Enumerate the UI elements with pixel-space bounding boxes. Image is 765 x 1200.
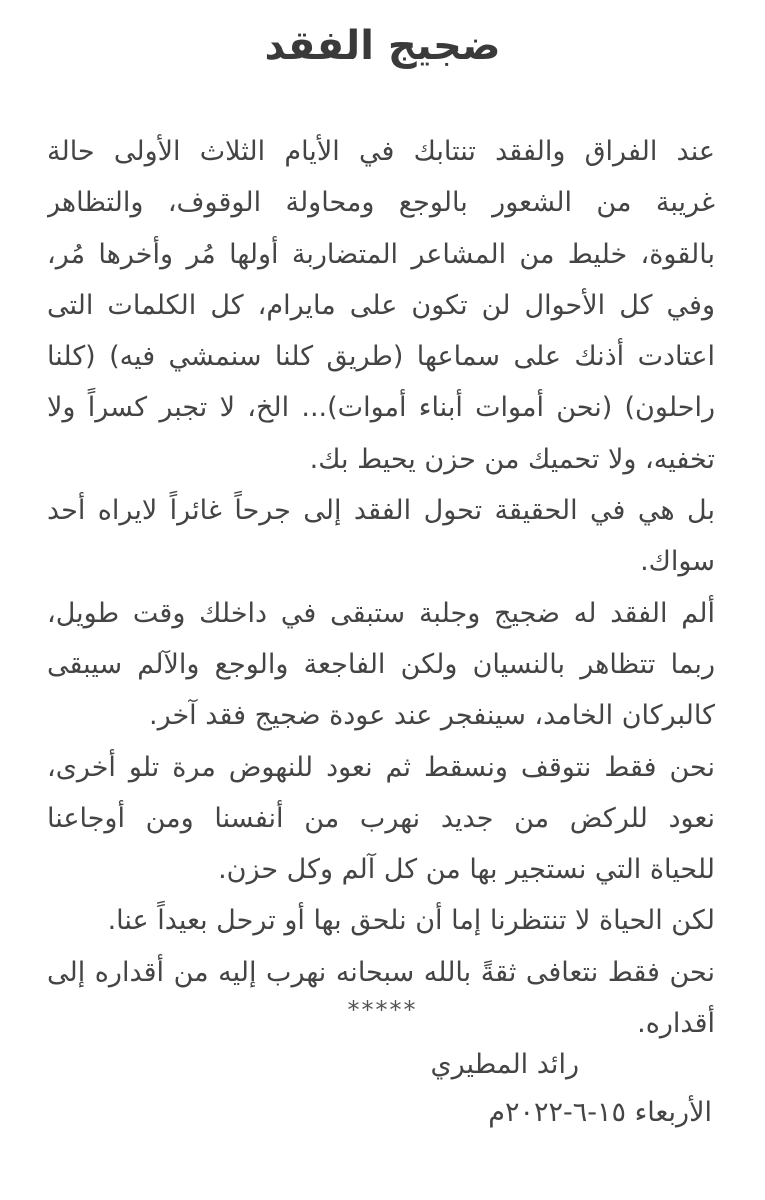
text-line: نعود للركض من جديد نهرب من أنفسنا ومن أوجاعنا: [47, 802, 715, 834]
text-line: بل هي في الحقيقة تحول الفقد إلى جرحاً غائراً لايراه أحد: [47, 495, 715, 527]
text-line: وفي كل الأحوال لن تكون على مايرام، كل الكلمات التى: [47, 289, 715, 321]
text-line: راحلون) (نحن أموات أبناء أموات)... الخ، لا تجبر كسراً ولا: [47, 392, 715, 424]
text-line: اعتادت أذنك على سماعها (طريق كلنا سنمشي فيه) (كلنا: [47, 341, 715, 373]
text-line: نحن فقط نتعافى ثقةً بالله سبحانه نهرب إليه من أقداره إلى: [47, 956, 715, 988]
text-line: لكن الحياة لا تنتظرنا إما أن نلحق بها أو ترحل بعيداً عنا.: [107, 905, 715, 937]
text-line: نحن فقط نتوقف ونسقط ثم نعود للنهوض مرة تلو أخرى،: [47, 751, 715, 783]
text-line: غريبة من الشعور بالوجع ومحاولة الوقوف، والتظاهر: [47, 187, 715, 219]
article-body: [47, 126, 715, 1049]
publish-date: الأربعاء ١٥-٦-٢٠٢٢م: [488, 1097, 712, 1128]
page-title: ضجيج الفقد: [264, 23, 501, 69]
text-line: ربما تتظاهر بالنسيان ولكن الفاجعة والوجع والآلم سيبقى: [47, 648, 715, 680]
text-line: سواك.: [640, 546, 715, 578]
text-line: عند الفراق والفقد تنتابك في الأيام الثلاث الأولى حالة: [47, 136, 715, 167]
text-line: أقداره.: [637, 1008, 715, 1040]
author-name: رائد المطيري: [430, 1049, 579, 1080]
text-line: ألم الفقد له ضجيج وجلبة ستبقى في داخلك وقت طويل،: [47, 597, 715, 629]
text-line: كالبركان الخامد، سينفجر عند عودة ضجيج فقد آخر.: [149, 700, 715, 732]
section-separator: *****: [347, 996, 418, 1024]
text-line: للحياة التي نستجير بها من كل آلم وكل حزن.: [218, 854, 715, 886]
text-line: تخفيه، ولا تحميك من حزن يحيط بك.: [309, 443, 715, 475]
text-line: بالقوة، خليط من المشاعر المتضاربة أولها مُر وأخرها مُر،: [47, 238, 715, 270]
